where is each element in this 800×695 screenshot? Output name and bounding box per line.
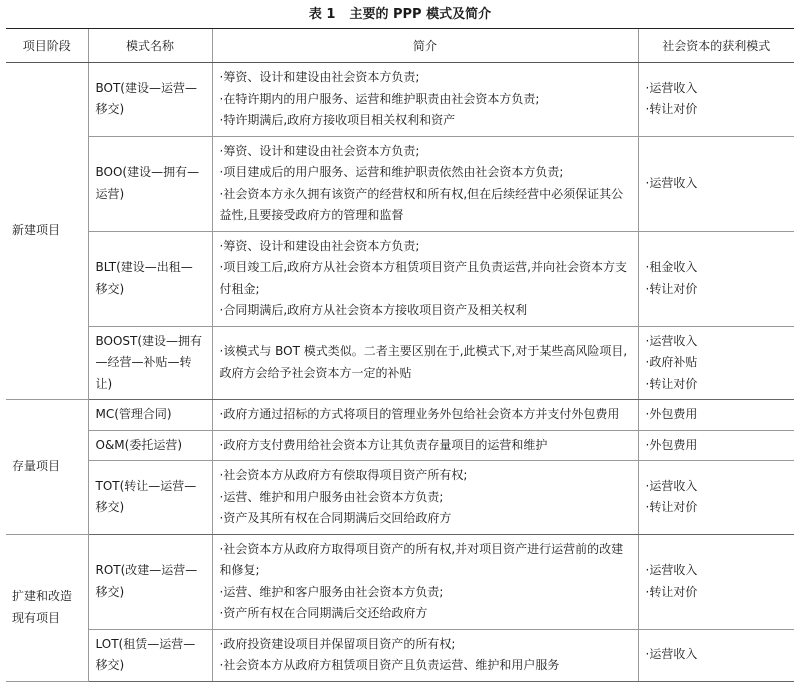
description-line: ·政府方支付费用给社会资本方让其负责存量项目的运营和维护 — [219, 437, 548, 452]
profit-item: ·外包费用 — [645, 437, 698, 452]
table-row — [6, 63, 794, 137]
profit-cell — [638, 461, 794, 535]
description-line: ·项目竣工后,政府方从社会资本方租赁项目资产且负责运营,并向社会资本方支付租金; — [219, 260, 627, 296]
mode-name-cell: TOT(转让—运营—移交) — [88, 461, 212, 535]
profit-item: ·运营收入 — [645, 647, 698, 662]
profit-item: ·转让对价 — [645, 584, 698, 599]
profit-cell — [638, 629, 794, 681]
table-row — [6, 430, 794, 461]
description-line: ·社会资本方从政府方有偿取得项目资产所有权; — [219, 468, 468, 482]
mode-name-cell: ROT(改建—运营—移交) — [88, 534, 212, 629]
profit-cell — [638, 400, 794, 431]
description-cell — [212, 231, 638, 326]
description-line: ·政府方通过招标的方式将项目的管理业务外包给社会资本方并支付外包费用 — [219, 407, 620, 421]
table-row — [6, 629, 794, 681]
profit-cell — [638, 534, 794, 629]
profit-item: ·运营收入 — [645, 333, 698, 348]
description-line: ·社会资本方从政府方租赁项目资产且负责运营、维护和用户服务 — [219, 658, 560, 672]
description-line: ·筹资、设计和建设由社会资本方负责; — [219, 70, 420, 84]
description-cell — [212, 461, 638, 535]
description-cell — [212, 534, 638, 629]
profit-item: ·运营收入 — [645, 80, 698, 95]
profit-item: ·租金收入 — [645, 260, 698, 274]
description-line: ·社会资本方从政府方取得项目资产的所有权,并对项目资产进行运营前的改建和修复; — [219, 541, 624, 577]
description-cell — [212, 136, 638, 231]
mode-name-cell: LOT(租赁—运营—移交) — [88, 629, 212, 681]
description-line: ·社会资本方永久拥有该资产的经营权和所有权,但在后续经营中必须保证其公益性,且要接受政府方的管理和监督 — [219, 186, 624, 222]
mode-name-cell: BLT(建设—出租—移交) — [88, 231, 212, 326]
description-line: ·资产及其所有权在合同期满后交回给政府方 — [219, 511, 452, 525]
description-line: ·筹资、设计和建设由社会资本方负责; — [219, 238, 420, 253]
table-row — [6, 461, 794, 535]
table-title: 主要的 PPP 模式及简介 — [349, 7, 492, 22]
header-row — [6, 29, 794, 63]
table-caption — [0, 0, 800, 28]
profit-item: ·政府补贴 — [645, 355, 698, 369]
description-line: ·资产所有权在合同期满后交还给政府方 — [219, 606, 428, 620]
profit-item: ·运营收入 — [645, 563, 698, 577]
profit-item: ·运营收入 — [645, 478, 698, 493]
profit-item: ·转让对价 — [645, 500, 698, 515]
description-line: ·运营、维护和客户服务由社会资本方负责; — [219, 584, 444, 599]
description-line: ·运营、维护和用户服务由社会资本方负责; — [219, 489, 444, 504]
description-line: ·项目建成后的用户服务、运营和维护职责依然由社会资本方负责; — [219, 165, 564, 179]
profit-cell — [638, 326, 794, 400]
profit-item: ·运营收入 — [645, 175, 698, 190]
profit-cell — [638, 136, 794, 231]
description-cell — [212, 400, 638, 431]
table-row — [6, 136, 794, 231]
description-cell — [212, 326, 638, 400]
table-row — [6, 326, 794, 400]
profit-item: ·转让对价 — [645, 281, 698, 296]
table-number: 表 1 — [308, 7, 336, 22]
profit-item: ·外包费用 — [645, 407, 698, 421]
table-row — [6, 231, 794, 326]
mode-name-cell: MC(管理合同) — [88, 400, 212, 431]
description-line: ·政府投资建设项目并保留项目资产的所有权; — [219, 636, 456, 651]
mode-name-cell: BOT(建设—运营—移交) — [88, 63, 212, 137]
profit-item: ·转让对价 — [645, 376, 698, 391]
profit-cell — [638, 63, 794, 137]
description-cell — [212, 63, 638, 137]
phase-cell: 扩建和改造现有项目 — [6, 534, 88, 681]
description-cell — [212, 629, 638, 681]
profit-cell — [638, 231, 794, 326]
profit-item: ·转让对价 — [645, 102, 698, 117]
description-line: ·特许期满后,政府方接收项目相关权利和资产 — [219, 113, 456, 127]
header-phase: 项目阶段 — [6, 29, 88, 63]
header-description: 简介 — [212, 29, 638, 63]
mode-name-cell: BOO(建设—拥有—运营) — [88, 136, 212, 231]
header-mode: 模式名称 — [88, 29, 212, 63]
phase-cell: 存量项目 — [6, 400, 88, 535]
mode-name-cell: O&M(委托运营) — [88, 430, 212, 461]
ppp-modes-table — [6, 28, 794, 682]
table-row — [6, 534, 794, 629]
description-line: ·在特许期内的用户服务、运营和维护职责由社会资本方负责; — [219, 91, 540, 106]
description-line: ·合同期满后,政府方从社会资本方接收项目资产及相关权利 — [219, 303, 528, 317]
header-profit: 社会资本的获利模式 — [638, 29, 794, 63]
table-row — [6, 400, 794, 431]
description-line: ·筹资、设计和建设由社会资本方负责; — [219, 143, 420, 158]
description-line: ·该模式与 BOT 模式类似。二者主要区别在于,此模式下,对于某些高风险项目,政府方会给予社会资本方一定的补贴 — [219, 344, 628, 380]
table-body — [6, 63, 794, 682]
mode-name-cell: BOOST(建设—拥有—经营—补贴—转让) — [88, 326, 212, 400]
phase-cell: 新建项目 — [6, 63, 88, 400]
profit-cell — [638, 430, 794, 461]
description-cell — [212, 430, 638, 461]
